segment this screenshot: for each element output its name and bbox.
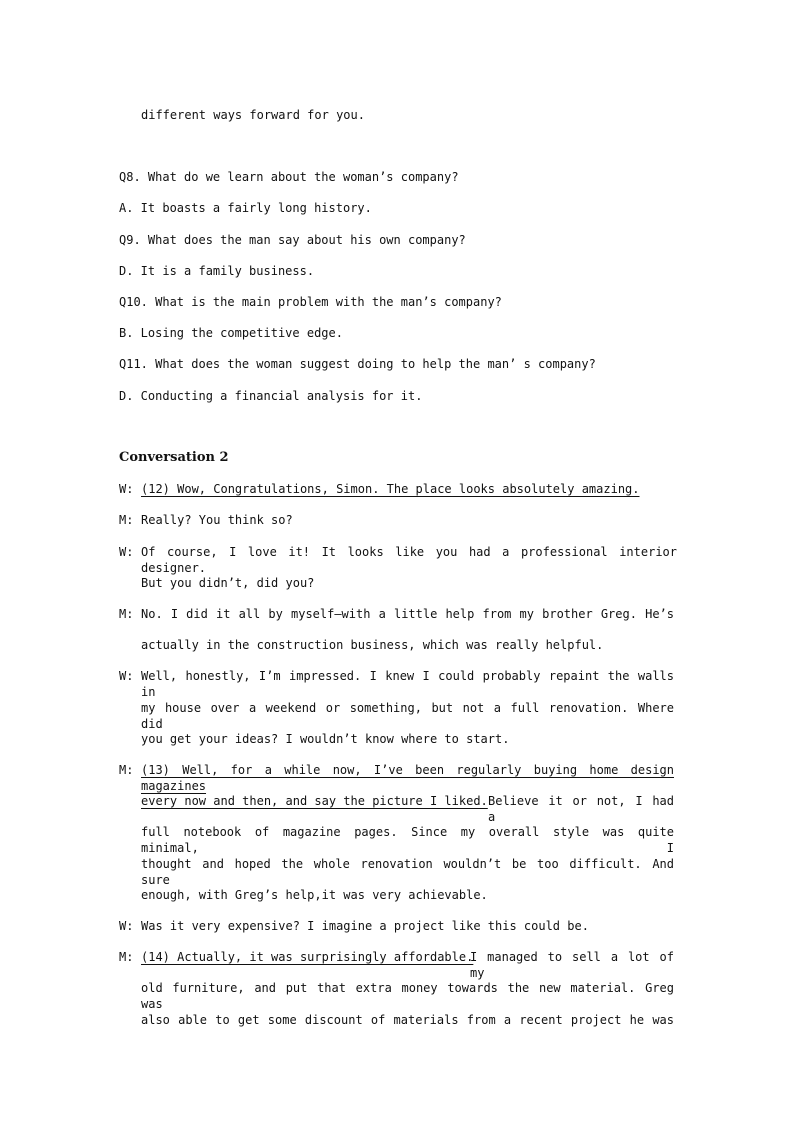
answer-underline-14: (14) Actually, it was surprisingly affordable. bbox=[141, 950, 474, 964]
dialogue-line: actually in the construction business, which was really helpful. bbox=[141, 638, 604, 652]
dialogue-line: thought and hoped the whole renovation wouldn’t be too difficult. And sure bbox=[141, 857, 674, 887]
dialogue-line: you get your ideas? I wouldn’t know where to start. bbox=[141, 732, 510, 746]
answer-9: D. It is a family business. bbox=[119, 264, 315, 278]
answer-10: B. Losing the competitive edge. bbox=[119, 326, 343, 340]
dialogue-line: full notebook of magazine pages. Since my overall style was quite minimal, I bbox=[141, 825, 674, 855]
dialogue-line: Well, honestly, I’m impressed. I knew I could probably repaint the walls in bbox=[141, 669, 674, 699]
question-9: Q9. What does the man say about his own company? bbox=[119, 233, 466, 247]
question-8: Q8. What do we learn about the woman’s company? bbox=[119, 170, 459, 184]
speaker-label: M: bbox=[119, 950, 134, 964]
dialogue-line: Was it very expensive? I imagine a project like this could be. bbox=[141, 919, 589, 933]
question-11: Q11. What does the woman suggest doing to help the man’ s company? bbox=[119, 357, 596, 371]
answer-underline-12: (12) Wow, Congratulations, Simon. The place looks absolutely amazing. bbox=[141, 482, 640, 496]
dialogue-line: my house over a weekend or something, but not a full renovation. Where did bbox=[141, 701, 674, 731]
answer-underline-13: (13) Well, for a while now, I’ve been regularly buying home design magazines bbox=[141, 763, 674, 793]
speaker-label: W: bbox=[119, 482, 134, 496]
dialogue-line: enough, with Greg’s help,it was very achievable. bbox=[141, 888, 488, 902]
question-10: Q10. What is the main problem with the man’s company? bbox=[119, 295, 502, 309]
speaker-label: M: bbox=[119, 607, 134, 621]
dialogue-line: Of course, I love it! It looks like you had a professional interior designer. bbox=[141, 545, 677, 575]
dialogue-line: Believe it or not, I had a bbox=[488, 794, 674, 824]
answer-11: D. Conducting a financial analysis for it. bbox=[119, 389, 423, 403]
dialogue-line: I managed to sell a lot of my bbox=[470, 950, 674, 980]
speaker-label: W: bbox=[119, 919, 134, 933]
dialogue-line: No. I did it all by myself—with a little help from my brother Greg. He’s bbox=[141, 607, 674, 621]
dialogue-line: old furniture, and put that extra money towards the new material. Greg was bbox=[141, 981, 674, 1011]
conversation-title: Conversation 2 bbox=[119, 450, 229, 465]
answer-8: A. It boasts a fairly long history. bbox=[119, 201, 372, 215]
dialogue-line: But you didn’t, did you? bbox=[141, 576, 315, 590]
speaker-label: M: bbox=[119, 513, 134, 527]
speaker-label: W: bbox=[119, 669, 134, 683]
speaker-label: W: bbox=[119, 545, 134, 559]
dialogue-line: Really? You think so? bbox=[141, 513, 293, 527]
intro-tail: different ways forward for you. bbox=[141, 108, 365, 122]
speaker-label: M: bbox=[119, 763, 134, 777]
dialogue-line: also able to get some discount of materials from a recent project he was bbox=[141, 1013, 674, 1027]
answer-underline-13-cont: every now and then, and say the picture I liked. bbox=[141, 794, 488, 808]
